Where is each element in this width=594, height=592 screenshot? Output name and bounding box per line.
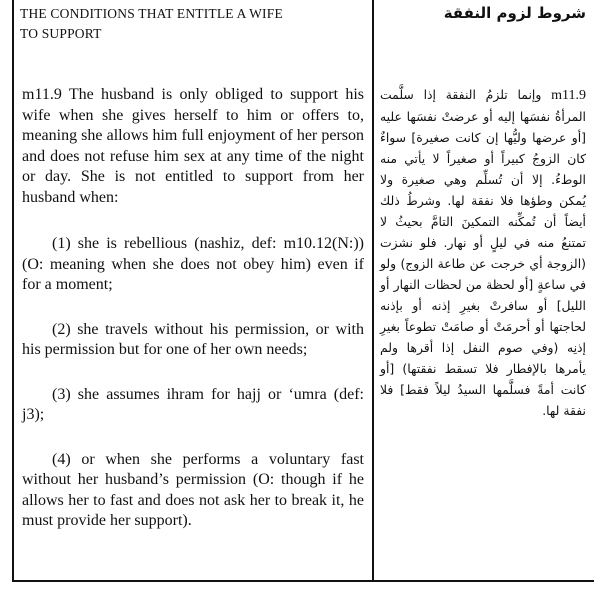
column-divider-rule [372, 0, 374, 582]
arabic-body [380, 84, 586, 421]
condition-item-4: (4) or when she performs a voluntary fast without her husband’s permission (O: though if he allows her to fast and does not ask her to break it, he must provide her support). [22, 450, 364, 529]
english-heading-line-1: THE CONDITIONS THAT ENTITLE A WIFE [20, 6, 283, 21]
condition-item-3: (3) she assumes ihram for hajj or ‘umra (def: j3); [22, 385, 364, 423]
condition-item-2: (2) she travels without his permission, or with his permission but for one of her own needs; [22, 320, 364, 358]
arabic-section-label: m11.9 [551, 88, 586, 103]
arabic-column [380, 0, 586, 578]
english-heading [20, 4, 366, 44]
english-body [22, 85, 364, 532]
english-column [20, 0, 366, 578]
arabic-heading: شروط لزوم النفقة [443, 4, 586, 22]
main-paragraph: m11.9 The husband is only obliged to support his wife when she gives herself to him or offers to, meaning she allows him full enjoyment of her person and does not refuse him sex at any time of the night or day. She is not entitled to support from her husband when: [22, 86, 364, 206]
arabic-text: وإنما تلزمُ النفقة إذا سلَّمت المرأةُ نفسَها إليه أو عرضتْ نفسَها عليه [أو عرضها وليُّها إن كانت صغيرة] سواءٌ كان الزوجُ كبيراً أو صغيراً لا يأتي منه الوطءُ. إلا أن تُسلِّم وهي صغيرة ولا يُمكن وطؤها فلا نفقة لها. وشرطُ ذلك أيضاً أن تُمكِّنه التمكينَ التامَّ بحيثُ لا تمتنعُ منه في ليلٍ أو نهار. فلو نشزت (الزوجة أي خرجت عن طاعة الزوج) ولو في ساعةٍ [أو لحظة من لحظات النهار أو الليل] أو سافرتْ بغيرِ إذنه أو بإذنه لحاجتها أو أحرمَتْ أو صامَتْ تطوعاً بغيرِ إذنِه (وفي صوم النفل إذا أقرها ولم يأمرها بالإفطار فلا تسقط نفقتها) [أو كانت أمةً فسلَّمها السيدُ ليلاً فقط] فلا نفقة لها. [380, 87, 586, 418]
left-border-rule [12, 0, 14, 582]
english-heading-line-2: TO SUPPORT [20, 26, 102, 41]
condition-item-1: (1) she is rebellious (nashiz, def: m10.12(N:)) (O: meaning when she does not obey him) even if for a moment; [22, 235, 364, 293]
bottom-border-rule [12, 580, 594, 582]
